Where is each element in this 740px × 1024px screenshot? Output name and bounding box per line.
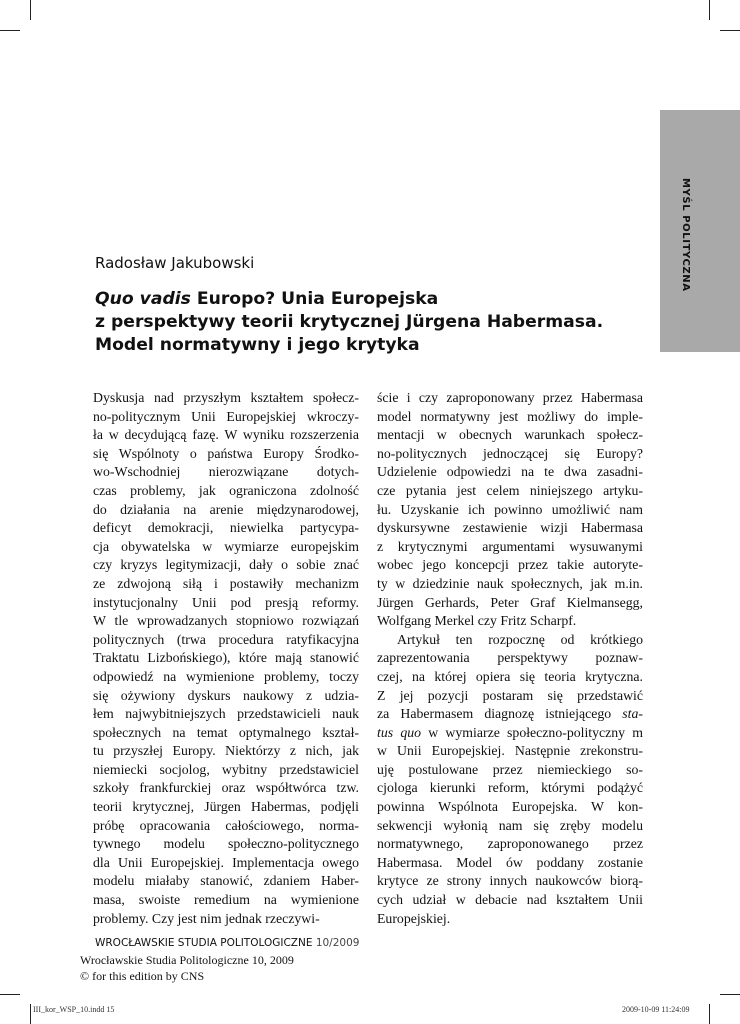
text-line: uję postulowane przez niemieckiego so-	[377, 761, 643, 777]
text-line: no-politycznym Unii Europejskiej wkroczy-	[93, 408, 359, 424]
title-text: Model normatywny i jego krytyka	[95, 335, 420, 355]
crop-mark	[30, 0, 31, 20]
text-line: Traktatu Lizbońskiego), które mają stanowić	[93, 650, 359, 666]
text-line: cych udział w debacie nad kształtem Unii	[377, 892, 643, 908]
text-line: no-politycznych jednoczącej się Europy?	[377, 445, 643, 461]
text-line: instytucjonalny Unii pod presją reformy.	[93, 594, 359, 610]
text-line: dla Unii Europejskiej. Implementacja owego	[93, 854, 359, 870]
text-line: Dyskusja nad przyszłym kształtem społecz-	[93, 390, 359, 405]
slug-timestamp: 2009-10-09 11:24:09	[622, 1005, 690, 1014]
text-line: mentacji w obecnych warunkach społecz-	[377, 427, 643, 443]
text-line: zaprezentowania perspektywy poznaw-	[377, 650, 643, 666]
text-line: tywnego modelu społeczno-politycznego	[93, 836, 359, 852]
text-line: ty w dziedzinie nauk społecznych, jak m.in.	[377, 575, 643, 591]
title-line	[95, 288, 635, 311]
crop-mark	[0, 994, 20, 995]
text-line: tu przyszłej Europy. Niektórzy z nich, jak	[93, 743, 359, 759]
title-line	[95, 311, 635, 334]
crop-mark	[709, 1004, 710, 1024]
text-line: ście i czy zaproponowany przez Habermasa	[377, 390, 643, 405]
text-line: deficyt demokracji, niewielka partycypa-	[93, 520, 359, 536]
title-text: Europo? Unia Europejska	[190, 289, 439, 309]
text-line: krytyce ze strony innych naukowców biorą-	[377, 873, 643, 889]
crop-mark	[30, 1004, 31, 1024]
text-line: tus quo w wymiarze społeczno-polityczny m	[377, 724, 644, 740]
journal-issue: 10/2009	[315, 937, 360, 949]
text-line: problemy. Czy jest nim jednak rzeczywi-	[93, 910, 320, 926]
text-line: Habermasa. Model ów poddany zostanie	[377, 854, 643, 870]
text-line: model normatywny jest możliwy do imple-	[377, 408, 643, 424]
text-line: z krytycznymi argumentami wysuwanymi	[377, 538, 643, 554]
text-line: czy kryzys legitymizacji, dały o sobie znać	[93, 557, 359, 573]
text-line: Jürgen Gerhards, Peter Graf Kielmansegg,	[377, 594, 643, 610]
citation-line: Wrocławskie Studia Politologiczne 10, 2009	[80, 953, 294, 967]
text-line: szkoły frankfurckiej oraz współtwórca tzw.	[93, 780, 359, 796]
text-line: w Unii Europejskiej. Następnie zrekonstru-	[377, 743, 643, 759]
text-line: próbę opracowania całościowego, norma-	[93, 817, 359, 833]
article-title	[95, 288, 635, 357]
text-line: odpowiedź na wymienione problemy, toczy	[93, 668, 359, 684]
text-line: cze pytania jest celem niniejszego artyku-	[377, 482, 643, 498]
text-line: modelu miałaby stanowić, zdaniem Haber-	[93, 873, 359, 889]
text-line: normatywnego, zaproponowanego przez	[377, 836, 643, 852]
text-line: teorii krytycznej, Jürgen Habermas, podjęli	[93, 799, 359, 815]
journal-name: WROCŁAWSKIE STUDIA POLITOLOGICZNE	[95, 937, 313, 949]
text-line: społecznych na temat optymalnego kształ-	[93, 724, 359, 740]
text-line: się Wspólnoty o państwa Europy Środko-	[93, 445, 359, 461]
article-author: Radosław Jakubowski	[95, 254, 255, 272]
text-line: niemiecki socjolog, wybitny przedstawiciel	[93, 761, 359, 777]
text-line: powinna Wspólnota Europejska. W kon-	[377, 799, 643, 815]
text-line: dyskursywne zestawienie wizji Habermasa	[377, 520, 643, 536]
text-line: sekwencji wyłonią nam się zręby modelu	[377, 817, 643, 833]
text-line: za Habermasem diagnozę istniejącego sta-	[377, 706, 643, 722]
text-line: Z jej pozycji postaram się przedstawić	[377, 687, 643, 703]
text-line: do działania na arenie międzynarodowej,	[93, 501, 359, 517]
text-line: ze zdwojoną siłą i postawiły mechanizm	[93, 575, 359, 591]
crop-mark	[720, 994, 740, 995]
text-line: czej, na której opiera się teoria krytyczna.	[377, 668, 643, 684]
text-line: masa, swoiste remedium na wymienione	[93, 892, 359, 908]
text-line: wo-Wschodniej nierozwiązane dotych-	[93, 464, 359, 480]
section-tab	[660, 110, 740, 352]
title-italic: Quo vadis	[95, 289, 191, 309]
crop-mark	[709, 0, 710, 20]
text-line: cjologa kierunki reform, którymi podążyć	[377, 780, 643, 796]
title-text: z perspektywy teorii krytycznej Jürgena Habermasa.	[95, 312, 604, 332]
text-line: W tle wprowadzanych stopniowo rozwiązań	[93, 613, 359, 629]
title-line	[95, 334, 635, 357]
slug-file: III_kor_WSP_10.indd 15	[33, 1005, 115, 1014]
text-line: politycznych (trwa procedura ratyfikacyjna	[93, 631, 359, 647]
copyright-line: © for this edition by CNS	[80, 969, 205, 983]
text-line: Europejskiej.	[377, 910, 451, 926]
section-tab-label: MYŚL POLITYCZNA	[680, 178, 691, 292]
body-column-left	[93, 389, 359, 928]
text-line: łu. Uzyskanie ich powinno umożliwić nam	[377, 501, 643, 517]
text-line: wobec jego koncepcji przez takie autoryte-	[377, 557, 643, 573]
body-column-right	[377, 389, 643, 928]
text-line: Udzielenie odpowiedzi na te dwa zasadni-	[377, 464, 643, 480]
crop-mark	[720, 30, 740, 31]
text-line: ła w decydującą fazę. W wyniku rozszerzenia	[93, 427, 359, 443]
text-line: cja obywatelska w wymiarze europejskim	[93, 538, 359, 554]
journal-footer	[95, 937, 359, 949]
crop-mark	[0, 30, 20, 31]
text-line: czas problemy, jak ograniczona zdolność	[93, 482, 359, 498]
text-line: Wolfgang Merkel czy Fritz Scharpf.	[377, 613, 577, 629]
text-line: się ożywiony dyskurs naukowy z udzia-	[93, 687, 359, 703]
text-line: łem najwybitniejszych przedstawicieli nauk	[93, 706, 359, 722]
text-line: Artykuł ten rozpocznę od krótkiego	[397, 631, 643, 647]
